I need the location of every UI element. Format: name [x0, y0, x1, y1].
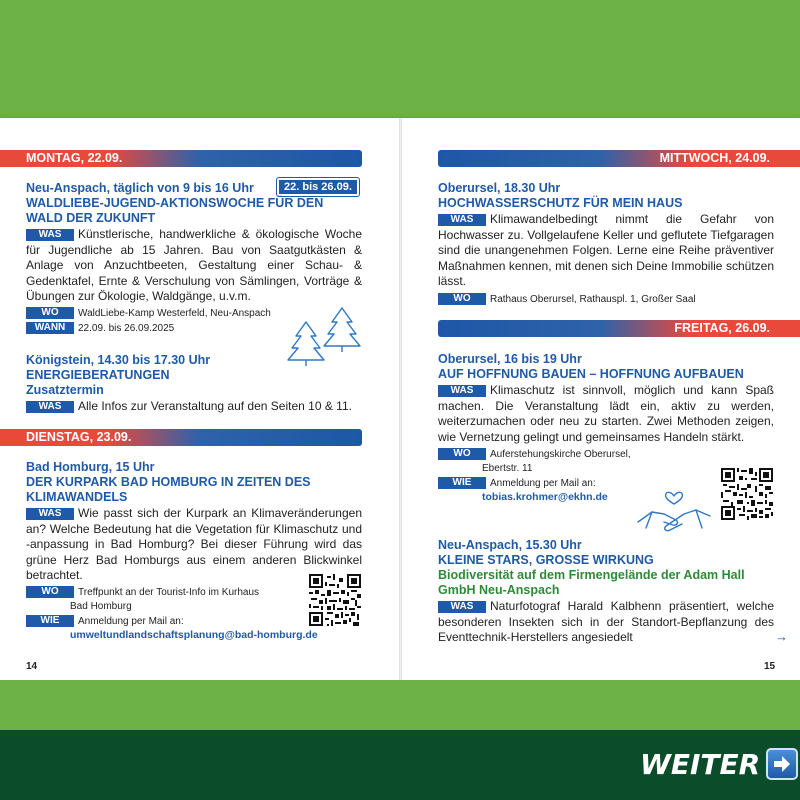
wo-text-line2: Ebertstr. 11	[482, 463, 533, 474]
day-header-tuesday: DIENSTAG, 23.09.	[0, 429, 362, 446]
event-description	[26, 506, 362, 584]
event-description	[26, 399, 362, 415]
event-location: Oberursel, 16 bis 19 Uhr	[438, 352, 582, 366]
event-location: Bad Homburg, 15 Uhr	[26, 460, 155, 474]
qr-code-icon	[309, 574, 361, 626]
event-description	[438, 599, 774, 646]
was-label: WAS	[438, 214, 486, 226]
wie-label: WIE	[438, 477, 486, 489]
wo-text-line2: Bad Homburg	[70, 600, 132, 612]
event-location: Königstein, 14.30 bis 17.30 Uhr	[26, 353, 211, 367]
wo-label: WO	[26, 586, 74, 598]
event-title: DER KURPARK BAD HOMBURG IN ZEITEN DES KLIMAWANDELS	[26, 475, 311, 504]
wo-label: WO	[438, 293, 486, 305]
qr-code-icon	[721, 468, 773, 520]
wo-text: Rathaus Oberursel, Rathauspl. 1, Großer Saal	[490, 293, 696, 305]
weiter-label: WEITER	[640, 747, 761, 781]
wo-label: WO	[26, 307, 74, 319]
event-title: AUF HOFFNUNG BAUEN – HOFFNUNG AUFBAUEN	[438, 367, 744, 381]
day-header-monday: MONTAG, 22.09.	[0, 150, 362, 167]
wo-text-line1: Treffpunkt an der Tourist-Info im Kurhaus	[78, 586, 260, 598]
was-text: Naturfotograf Harald Kalbhenn präsentiert, welche besonderen Insekten sich in der Standort-Bepflanzung des Eventtechnik-Herstellers angesiedelt	[438, 599, 774, 644]
heart-hands-icon	[636, 482, 712, 536]
background-middle	[0, 680, 800, 730]
event-description	[26, 227, 362, 305]
wo-row	[438, 448, 774, 462]
email-link[interactable]: umweltundlandschaftsplanung@bad-homburg.de	[70, 628, 318, 641]
event-location: Neu-Anspach, täglich von 9 bis 16 Uhr	[26, 181, 254, 195]
wann-label: WANN	[26, 322, 74, 334]
was-text: Künstlerische, handwerkliche & ökologische Woche für Jugendliche ab 15 Jahren. Bau von Saatgutkästen & Anlage von Anzuchtbeeten, Gestaltung einer Schau- & Gedenktafel, Ernte & Verschulung von Sämlingen, Vorträge & Übungen zur Ökologie, Waldgänge, u.v.m.	[26, 227, 362, 303]
day-header-friday: FREITAG, 26.09.	[438, 320, 800, 337]
event-description	[438, 383, 774, 445]
was-text: Klimaschutz ist sinnvoll, möglich und kann Spaß machen. Die Veranstaltung lädt ein, aktiv zu werden, weiterzumachen oder neu zu starten. Zwei Methoden zeigen, wie Vernetzung gelingt und gemeinsames Handeln stärkt.	[438, 383, 774, 444]
was-label: WAS	[26, 229, 74, 241]
wie-text: Anmeldung per Mail an:	[490, 478, 596, 489]
wie-text: Anmeldung per Mail an:	[78, 615, 184, 627]
continue-arrow-icon: →	[775, 629, 788, 644]
left-page	[0, 118, 399, 680]
wo-text-line1: Auferstehungskirche Oberursel,	[490, 449, 631, 460]
event-hochwasserschutz	[438, 181, 774, 307]
day-header-wednesday: MITTWOCH, 24.09.	[438, 150, 800, 167]
was-text: Klimawandelbedingt nimmt die Gefahr von Hochwasser zu. Vollgelaufene Keller und geflutete Tiefgaragen sind die unangenehmen Folgen. Lerne eine Reihe präventiver Maßnahmen kennen, mit denen sich Deine Immobilie schützen lässt.	[438, 212, 774, 288]
page-number: 14	[26, 661, 38, 672]
was-label: WAS	[26, 401, 74, 413]
was-label: WAS	[438, 385, 486, 397]
event-location: Oberursel, 18.30 Uhr	[438, 181, 561, 195]
event-subtitle: Zusatztermin	[26, 383, 104, 397]
email-link[interactable]: tobias.krohmer@ekhn.de	[482, 491, 608, 503]
date-range-badge: 22. bis 26.09.	[277, 178, 359, 196]
event-location: Neu-Anspach, 15.30 Uhr	[438, 538, 582, 552]
event-kleine-stars	[438, 538, 774, 646]
page-number: 15	[764, 661, 776, 672]
wo-row	[438, 293, 774, 307]
wann-text: 22.09. bis 26.09.2025	[78, 322, 175, 334]
arrow-right-icon	[766, 748, 798, 780]
event-title: KLEINE STARS, GROSSE WIRKUNG	[438, 553, 654, 567]
brochure-spread	[0, 118, 800, 680]
event-subtitle: Biodiversität auf dem Firmengelände der Adam Hall GmbH Neu-Anspach	[438, 568, 745, 597]
event-energieberatungen	[26, 353, 362, 415]
event-description	[438, 212, 774, 290]
event-title: WALDLIEBE-JUGEND-AKTIONSWOCHE FÜR DEN WALD DER ZUKUNFT	[26, 196, 324, 225]
weiter-button[interactable]	[640, 745, 798, 783]
wo-label: WO	[438, 448, 486, 460]
was-label: WAS	[26, 508, 74, 520]
was-text: Alle Infos zur Veranstaltung auf den Seiten 10 & 11.	[78, 399, 352, 413]
wo-text: WaldLiebe-Kamp Westerfeld, Neu-Anspach	[78, 307, 271, 319]
background-top	[0, 0, 800, 118]
event-title: ENERGIEBERATUNGEN	[26, 368, 170, 382]
event-title: HOCHWASSERSCHUTZ FÜR MEIN HAUS	[438, 196, 683, 210]
was-text: Wie passt sich der Kurpark an Klimaveränderungen an? Welche Bedeutung hat die Vegetation für Klimaschutz und -anpassung in Bad Homburg? Bei dieser Führung wird das grüne Herz Bad Homburgs aus einem anderen Blickwinkel betrachtet.	[26, 506, 362, 582]
was-label: WAS	[438, 601, 486, 613]
right-page	[402, 118, 800, 680]
wie-label: WIE	[26, 615, 74, 627]
